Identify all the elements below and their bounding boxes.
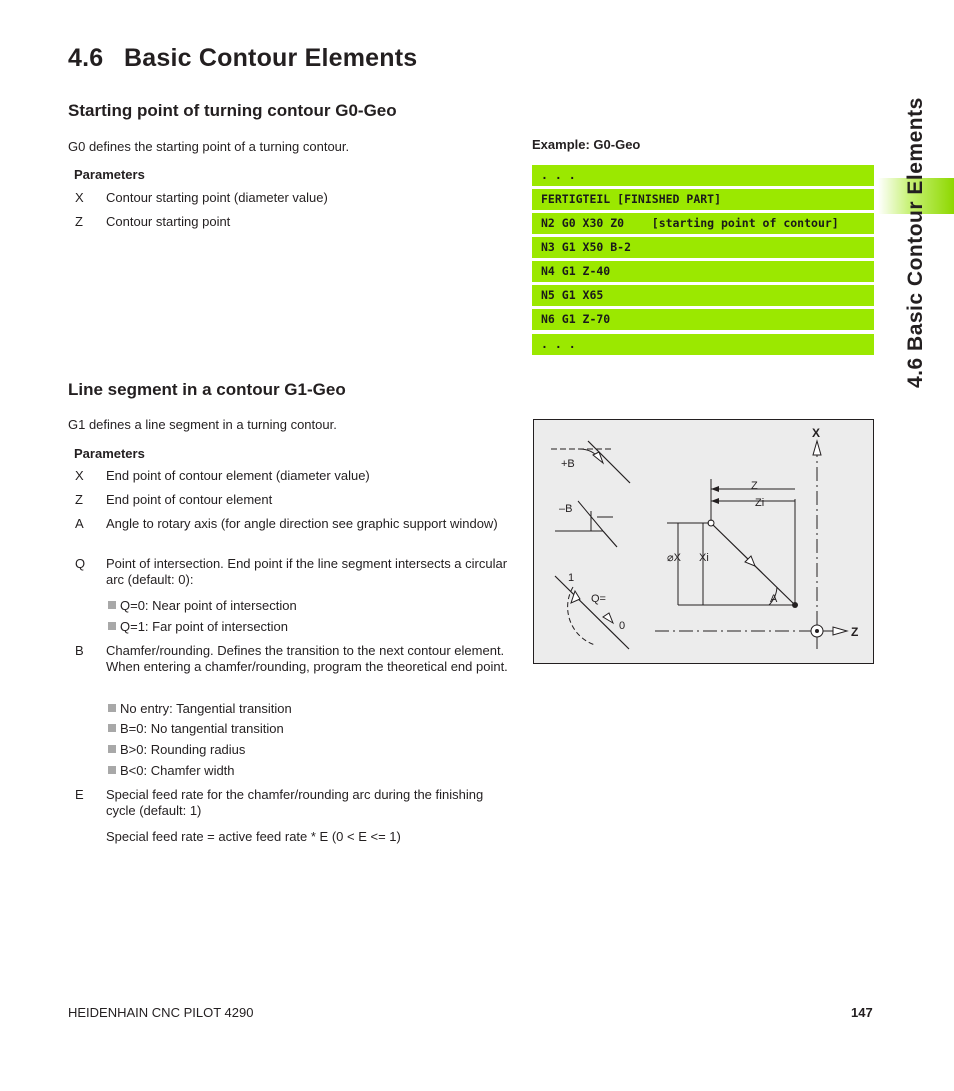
bullet-square-icon bbox=[108, 622, 116, 630]
bullet-square-icon bbox=[108, 601, 116, 609]
code-line: N5 G1 X65 bbox=[532, 285, 874, 306]
code-line: N6 G1 Z-70 bbox=[532, 309, 874, 330]
g0-intro: G0 defines the starting point of a turning contour. bbox=[68, 139, 350, 154]
minus-b-label: –B bbox=[559, 503, 573, 515]
param-key: Z bbox=[75, 492, 83, 507]
param-desc: End point of contour element bbox=[106, 492, 273, 507]
bullet-square-icon bbox=[108, 724, 116, 732]
param-key: X bbox=[75, 468, 84, 483]
list-item: B=0: No tangential transition bbox=[108, 721, 284, 737]
q-label: Q= bbox=[591, 593, 606, 605]
param-key: E bbox=[75, 787, 84, 802]
param-key: Z bbox=[75, 214, 83, 229]
code-line: N2 G0 X30 Z0 [starting point of contour] bbox=[532, 213, 874, 234]
dia-x-label: ⌀X bbox=[667, 552, 681, 564]
q-zero-label: 0 bbox=[619, 620, 626, 632]
param-desc: Chamfer/rounding. Defines the transition to the next contour element. When entering a chamfer/rounding, program the theoretical end point. bbox=[106, 643, 508, 674]
param-desc: Special feed rate for the chamfer/rounding arc during the finishing cycle (default: 1) bbox=[106, 787, 484, 818]
angle-a-label: A bbox=[770, 593, 778, 605]
list-item: B>0: Rounding radius bbox=[108, 742, 245, 758]
footer-product: HEIDENHAIN CNC PILOT 4290 bbox=[68, 1005, 254, 1020]
code-line: . . . bbox=[532, 334, 874, 355]
bullet-square-icon bbox=[108, 766, 116, 774]
code-line: . . . bbox=[532, 165, 874, 186]
param-key: B bbox=[75, 643, 84, 658]
param-desc: Angle to rotary axis (for angle direction see graphic support window) bbox=[106, 516, 498, 531]
e-formula: Special feed rate = active feed rate * E (0 < E <= 1) bbox=[106, 829, 401, 844]
page-heading bbox=[68, 44, 417, 73]
q-one-label: 1 bbox=[568, 572, 575, 584]
z-axis-label: Z bbox=[851, 625, 859, 639]
param-key: A bbox=[75, 516, 84, 531]
param-desc: Point of intersection. End point if the line segment intersects a circular arc (default: 0): bbox=[106, 556, 508, 587]
list-item: Q=1: Far point of intersection bbox=[108, 619, 288, 635]
bullet-square-icon bbox=[108, 745, 116, 753]
example-title: Example: G0-Geo bbox=[532, 137, 641, 152]
g1-graphic-support-window bbox=[533, 419, 874, 664]
page-number: 147 bbox=[851, 1005, 873, 1020]
zi-label: Zi bbox=[755, 497, 765, 509]
g1-title: Line segment in a contour G1-Geo bbox=[68, 380, 346, 399]
section-number: 4.6 bbox=[68, 44, 104, 72]
z-label: Z bbox=[751, 480, 758, 492]
list-item: Q=0: Near point of intersection bbox=[108, 598, 297, 614]
code-line: N4 G1 Z-40 bbox=[532, 261, 874, 282]
param-key: Q bbox=[75, 556, 86, 571]
param-desc: Contour starting point (diameter value) bbox=[106, 190, 328, 205]
section-title: Basic Contour Elements bbox=[124, 44, 418, 72]
param-key: X bbox=[75, 190, 84, 205]
bullet-square-icon bbox=[108, 704, 116, 712]
code-line: N3 G1 X50 B-2 bbox=[532, 237, 874, 258]
g1-params-heading: Parameters bbox=[74, 446, 145, 461]
g0-title: Starting point of turning contour G0-Geo bbox=[68, 101, 397, 120]
plus-b-label: +B bbox=[561, 458, 575, 470]
g0-params-heading: Parameters bbox=[74, 167, 145, 182]
code-line: FERTIGTEIL [FINISHED PART] bbox=[532, 189, 874, 210]
xi-label: Xi bbox=[699, 552, 709, 564]
list-item: B<0: Chamfer width bbox=[108, 763, 235, 779]
param-desc: Contour starting point bbox=[106, 214, 231, 229]
param-desc: End point of contour element (diameter value) bbox=[106, 468, 370, 483]
origin-dot-icon bbox=[815, 629, 819, 633]
g1-intro: G1 defines a line segment in a turning contour. bbox=[68, 417, 337, 432]
list-item: No entry: Tangential transition bbox=[108, 701, 292, 717]
x-axis-label: X bbox=[812, 426, 821, 440]
